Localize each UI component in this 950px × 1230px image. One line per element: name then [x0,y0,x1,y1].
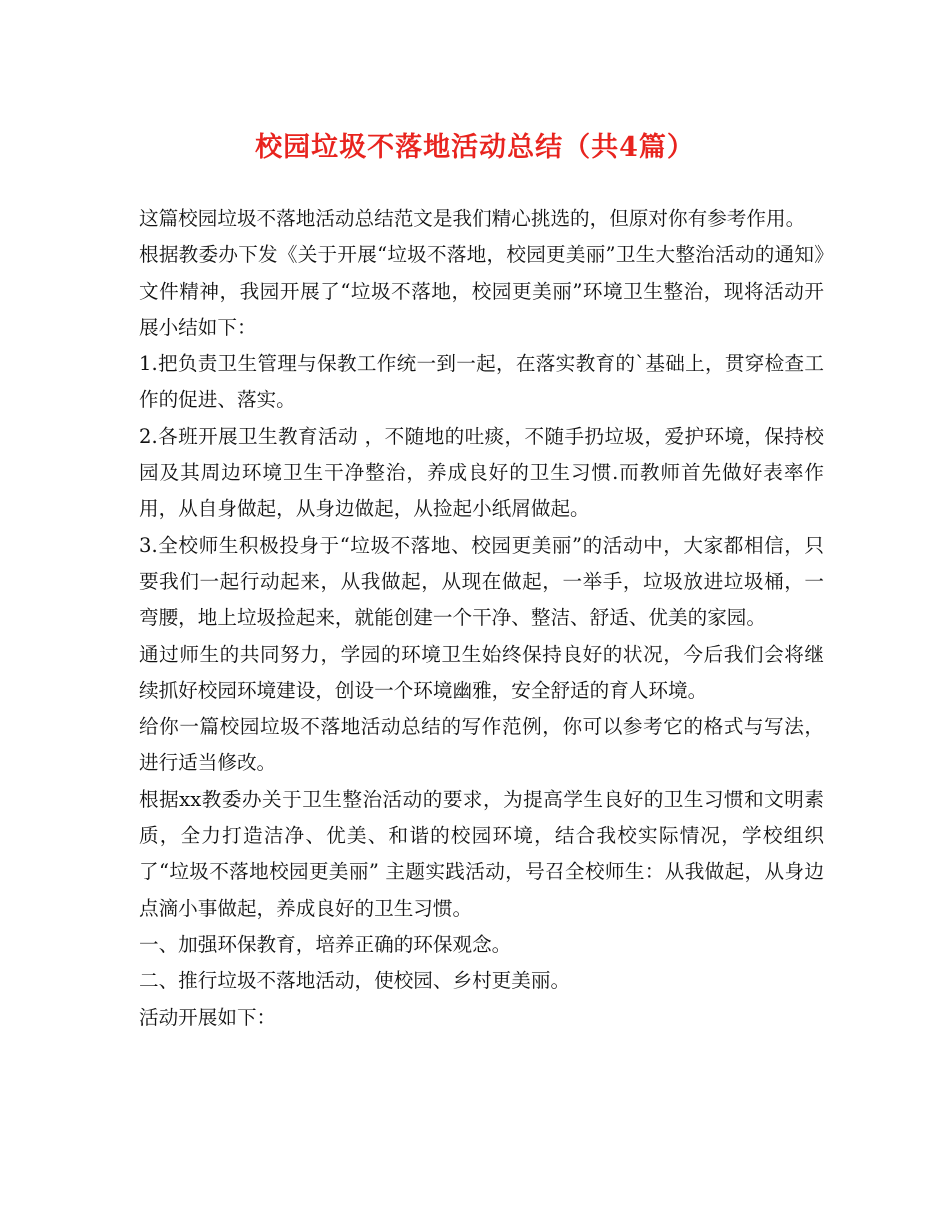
paragraph-item-2: 2.各班开展卫生教育活动 ，不随地的吐痰，不随手扔垃圾，爱护环境，保持校园及其周边环境卫生干净整治，养成良好的卫生习惯.而教师首先做好表率作用，从自身做起，从身边做起，从捡起小纸屑做起。 [139,424,824,521]
paragraph-item-1: 1.把负责卫生管理与保教工作统一到一起，在落实教育的`基础上，贯穿检查工作的促进、落实。 [139,352,824,412]
paragraph-item-3: 3.全校师生积极投身于“垃圾不落地、校园更美丽”的活动中，大家都相信，只要我们一起行动起来，从我做起，从现在做起，一举手，垃圾放进垃圾桶，一弯腰，地上垃圾捡起来，就能创建一个干净、整洁、舒适、优美的家园。 [139,533,824,630]
document-title: 校园垃圾不落地活动总结（共4篇） [255,132,695,163]
paragraph-section-two: 二、推行垃圾不落地活动，使校园、乡村更美丽。 [139,969,571,993]
paragraph-section-one: 一、加强环保教育，培养正确的环保观念。 [139,932,512,956]
paragraph-activities: 活动开展如下： [139,1005,277,1029]
paragraph-result: 通过师生的共同努力，学园的环境卫生始终保持良好的状况，今后我们会将继续抓好校园环境建设，创设一个环境幽雅，安全舒适的育人环境。 [139,642,824,702]
paragraph-requirements: 根据xx教委办关于卫生整治活动的要求，为提高学生良好的卫生习惯和文明素质，全力打造洁净、优美、和谐的校园环境，结合我校实际情况，学校组织了“垃圾不落地校园更美丽” 主题实践活动，号召全校师生：从我做起，从身边点滴小事做起，养成良好的卫生习惯。 [139,787,824,920]
paragraph-notice: 根据教委办下发《关于开展“垃圾不落地，校园更美丽”卫生大整治活动的通知》文件精神，我园开展了“垃圾不落地，校园更美丽”环境卫生整治，现将活动开展小结如下： [139,243,824,339]
document-body [139,201,824,1036]
paragraph-intro: 这篇校园垃圾不落地活动总结范文是我们精心挑选的，但原对你有参考作用。 [139,207,806,230]
paragraph-sample-intro: 给你一篇校园垃圾不落地活动总结的写作范例，你可以参考它的格式与写法，进行适当修改。 [139,715,824,775]
